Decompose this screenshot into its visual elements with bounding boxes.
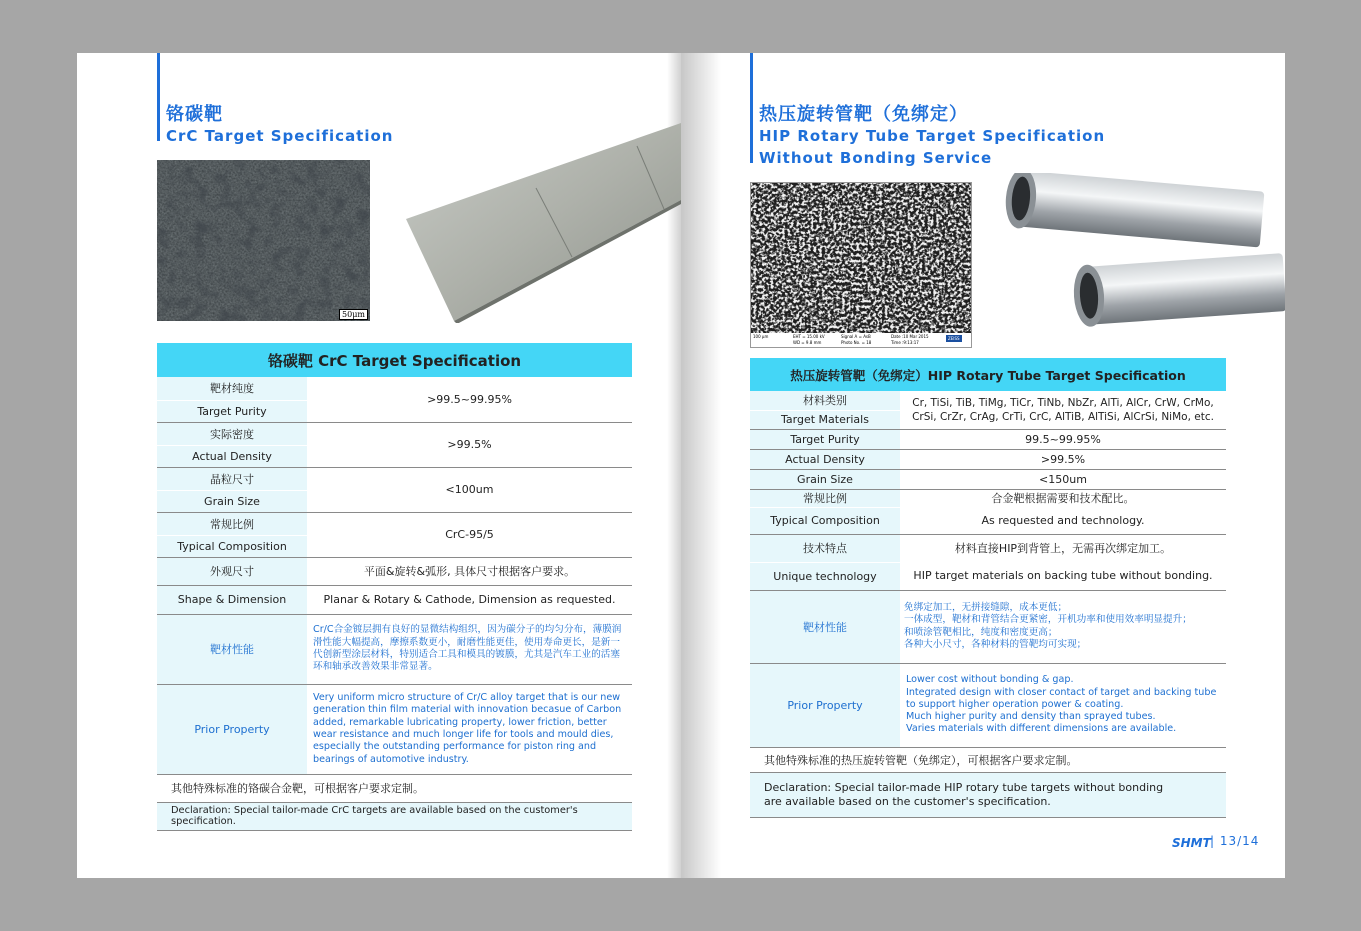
row-label-cn: 外观尺寸 [157, 557, 307, 585]
row-label-cn: 靶材性能 [750, 590, 900, 663]
row-label-cn: 靶材性能 [157, 614, 307, 684]
crc-spec-table [157, 343, 632, 831]
crc-micrograph-image [157, 160, 370, 321]
row-value: 99.5~99.95% [900, 429, 1226, 449]
page-title-en-line2: Without Bonding Service [759, 149, 993, 167]
row-label-cn: 晶粒尺寸 [157, 467, 307, 490]
rotary-tube-targets-image [1001, 173, 1285, 343]
row-label-cn: 靶材纯度 [157, 377, 307, 400]
row-label-en: Target Materials [750, 410, 900, 429]
page-left [77, 53, 681, 878]
row-label-en: Grain Size [157, 490, 307, 512]
page-title-cn: 铬碳靶 [166, 104, 223, 125]
brand-label: SHMT [1172, 836, 1211, 850]
page-number: | 13/14 [1210, 834, 1260, 848]
row-value: Planar & Rotary & Cathode, Dimension as requested. [307, 585, 632, 614]
table-caption: 铬碳靶 CrC Target Specification [157, 343, 632, 377]
table-caption: 热压旋转管靶（免绑定）HIP Rotary Tube Target Specification [750, 358, 1226, 391]
row-value-cn: 合金靶根据需要和技术配比。 [900, 489, 1226, 507]
row-value: 平面&旋转&弧形, 具体尺寸根据客户要求。 [307, 557, 632, 585]
row-label-cn: 常规比例 [157, 512, 307, 535]
row-label-en: Unique technology [750, 562, 900, 590]
sem-micrograph-image [750, 182, 972, 348]
row-label-en: Grain Size [750, 469, 900, 489]
title-accent-bar [157, 53, 160, 141]
page-gutter-shadow [681, 53, 721, 878]
scale-bar-label: 50μm [339, 309, 368, 320]
row-label-en: Target Purity [157, 400, 307, 422]
declaration-en: Declaration: Special tailor-made CrC targets are available based on the customer's specification. [157, 802, 632, 830]
zeiss-logo: ZEISS [948, 336, 960, 341]
property-text-cn: Cr/C合金镀层拥有良好的显微结构组织，因为碳分子的均匀分布，薄膜润滑性能大幅提高，摩擦系数更小，耐磨性能更佳，使用寿命更长，是新一代创新型涂层材料，特别适合工具和模具的镀膜，尤其是汽车工业的活塞环和轴承改善效果非常显著。 [307, 614, 632, 684]
crc-planar-target-image [402, 123, 681, 323]
row-label-en: Typical Composition [157, 535, 307, 557]
row-label-cn: 实际密度 [157, 422, 307, 445]
row-label-en: Target Purity [750, 429, 900, 449]
declaration-en: Declaration: Special tailor-made HIP rotary tube targets without bonding are available based on the customer's specification. [750, 772, 1226, 817]
page-title-cn: 热压旋转管靶（免绑定） [759, 104, 968, 125]
row-value: <150um [900, 469, 1226, 489]
row-label-en: Actual Density [750, 449, 900, 469]
row-value: Cr, TiSi, TiB, TiMg, TiCr, TiNb, NbZr, AlTi, AlCr, CrW, CrMo, CrSi, CrZr, CrAg, CrTi, CrC, AlTiB, AlTiSi, AlCrSi, NiMo, etc. [900, 391, 1226, 429]
page-right [681, 53, 1285, 878]
row-label-cn: 材料类别 [750, 391, 900, 410]
property-text-en: Very uniform micro structure of Cr/C alloy target that is our new generation thin film material with innovation becasue of Carbon added, remarkable lubricating property, lower friction, better wear resistance and much longer life for tools and mould dies, especially the outstanding performance for piston ring and bearings of automotive industry. [307, 684, 632, 774]
row-value: >99.5% [900, 449, 1226, 469]
row-value-cn: 材料直接HIP到背管上，无需再次绑定加工。 [900, 534, 1226, 562]
hip-spec-table [750, 358, 1226, 818]
row-label-cn: 技术特点 [750, 534, 900, 562]
sem-info-bar: 100 μm EHT = 15.00 kV WD = 9.8 mm Signal A = AsB Photo No. = 18 Date :10 Mar 2015 Time :9:13:17 ZEISS [753, 334, 960, 345]
property-text-en: Lower cost without bonding & gap. Integrated design with closer contact of target and backing tube to support higher operation power & coating. Much higher purity and density than sprayed tubes. Varies materials with different dimensions are available. [900, 663, 1226, 747]
title-accent-bar [750, 53, 753, 163]
row-value-en: As requested and technology. [900, 507, 1226, 534]
row-value-en: HIP target materials on backing tube without bonding. [900, 562, 1226, 590]
row-label-en: Prior Property [157, 684, 307, 774]
property-text-cn: 免绑定加工，无拼接缝隙，成本更低； 一体成型，靶材和背管结合更紧密，开机功率和使用效率明显提升； 和喷涂管靶相比，纯度和密度更高； 各种大小尺寸，各种材料的管靶均可实现； [900, 590, 1226, 663]
row-value: CrC-95/5 [307, 512, 632, 557]
row-label-en: Actual Density [157, 445, 307, 467]
row-value: <100um [307, 467, 632, 512]
declaration-cn: 其他特殊标准的铬碳合金靶，可根据客户要求定制。 [157, 774, 632, 802]
row-value: >99.5~99.95% [307, 377, 632, 422]
row-value: >99.5% [307, 422, 632, 467]
row-label-en: Prior Property [750, 663, 900, 747]
row-label-cn: 常规比例 [750, 489, 900, 507]
declaration-cn: 其他特殊标准的热压旋转管靶（免绑定），可根据客户要求定制。 [750, 747, 1226, 772]
page-title-en: CrC Target Specification [166, 127, 394, 145]
page-title-en-line1: HIP Rotary Tube Target Specification [759, 127, 1106, 145]
row-label-en: Shape & Dimension [157, 585, 307, 614]
row-label-en: Typical Composition [750, 507, 900, 534]
